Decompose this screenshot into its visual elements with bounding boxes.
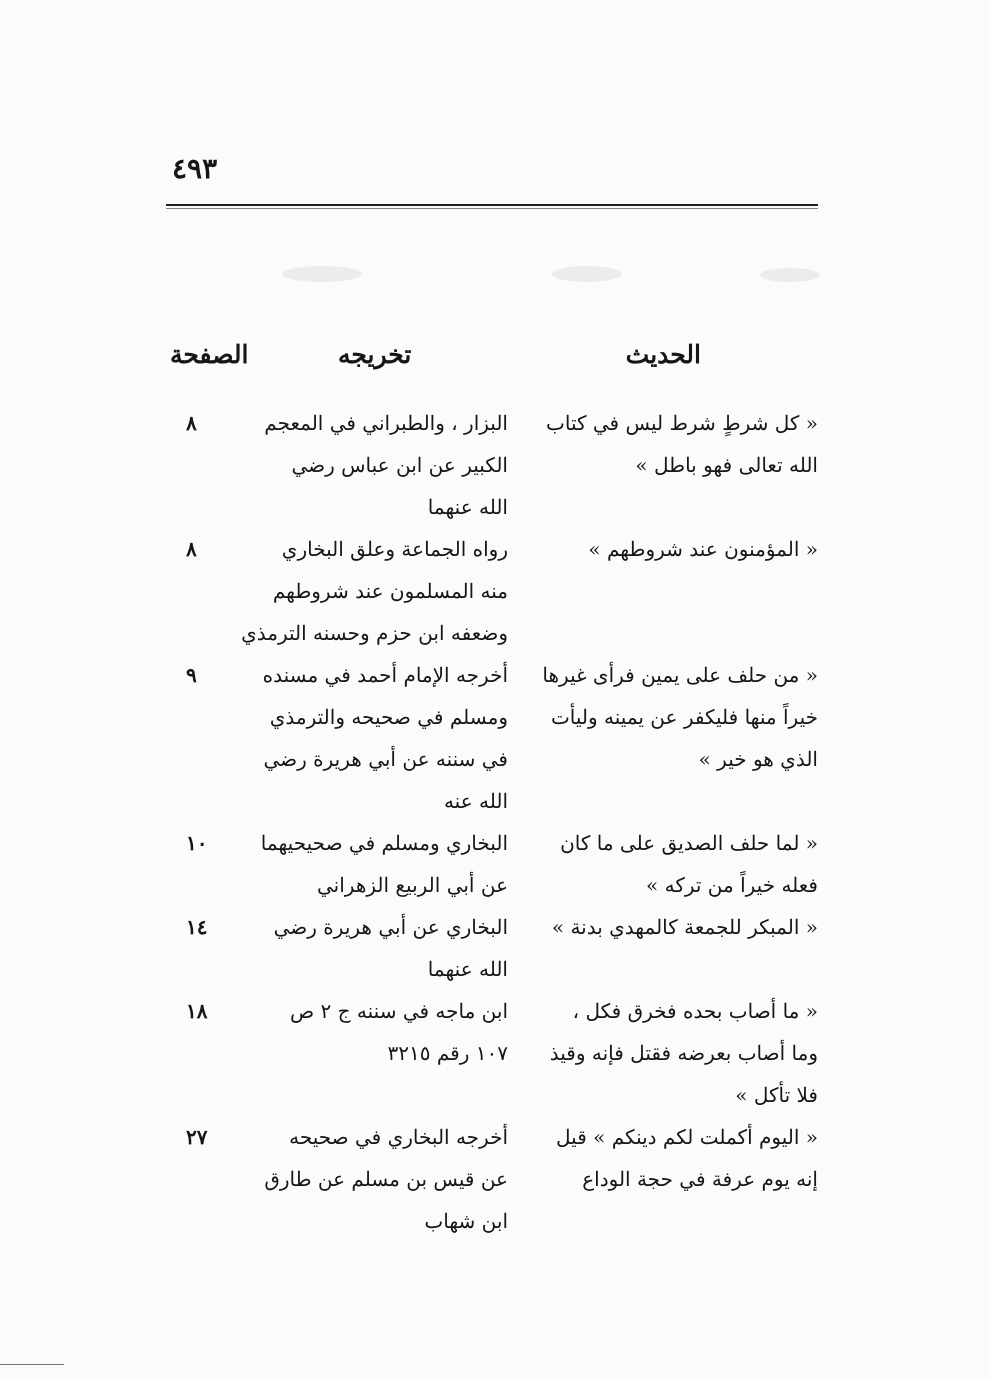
- scan-edge-line: [0, 1364, 64, 1365]
- hadith-text: « لما حلف الصديق على ما كان فعله خيراً من تركه »: [560, 831, 818, 897]
- page-reference: ١٤: [186, 915, 208, 939]
- table-row: [162, 906, 818, 990]
- takhrij-text: البخاري ومسلم في صحيحيهما عن أبي الربيع الزهراني: [260, 831, 508, 897]
- takhrij-text: رواه الجماعة وعلق البخاري منه المسلمون عند شروطهم وضعفه ابن حزم وحسنه الترمذي: [241, 537, 508, 645]
- table-row: [162, 822, 818, 906]
- column-header-page: الصفحة: [170, 340, 249, 369]
- hadith-text: « المبكر للجمعة كالمهدي بدنة »: [551, 915, 818, 939]
- column-header-hadith: الحديث: [625, 340, 701, 369]
- table-row: [162, 1116, 818, 1242]
- header-rule: [166, 204, 818, 206]
- table-row: [162, 528, 818, 654]
- page-number: ٤٩٣: [172, 152, 218, 185]
- table-row: [162, 990, 818, 1116]
- scan-smudge: [552, 266, 622, 282]
- scan-smudge: [282, 266, 362, 282]
- hadith-text: « اليوم أكملت لكم دينكم » قيل إنه يوم عرفة في حجة الوداع: [556, 1125, 818, 1191]
- takhrij-text: أخرجه البخاري في صحيحه عن قيس بن مسلم عن طارق ابن شهاب: [264, 1125, 508, 1233]
- hadith-text: « من حلف على يمين فرأى غيرها خيراً منها فليكفر عن يمينه وليأت الذي هو خير »: [542, 663, 818, 771]
- scan-smudge: [760, 268, 820, 282]
- page-reference: ٨: [186, 537, 197, 561]
- hadith-text: « ما أصاب بحده فخرق فكل ، وما أصاب بعرضه فقتل فإنه وقيذ فلا تأكل »: [549, 999, 818, 1107]
- hadith-index-table: [162, 402, 818, 1242]
- page-reference: ١٠: [186, 831, 208, 855]
- page-reference: ٩: [186, 663, 197, 687]
- page-reference: ١٨: [186, 999, 208, 1023]
- takhrij-text: البزار ، والطبراني في المعجم الكبير عن ابن عباس رضي الله عنهما: [264, 411, 508, 519]
- takhrij-text: ابن ماجه في سننه ج ٢ ص ١٠٧ رقم ٣٢١٥: [289, 999, 508, 1065]
- page-reference: ٢٧: [186, 1125, 208, 1149]
- page-reference: ٨: [186, 411, 197, 435]
- hadith-text: « المؤمنون عند شروطهم »: [588, 537, 818, 561]
- takhrij-text: البخاري عن أبي هريرة رضي الله عنهما: [273, 915, 508, 981]
- column-header-takhrij: تخريجه: [338, 340, 412, 369]
- table-row: [162, 654, 818, 822]
- table-row: [162, 402, 818, 528]
- header-rule-thin: [166, 208, 818, 209]
- takhrij-text: أخرجه الإمام أحمد في مسنده ومسلم في صحيحه والترمذي في سننه عن أبي هريرة رضي الله عنه: [262, 663, 508, 813]
- hadith-text: « كل شرطٍ شرط ليس في كتاب الله تعالى فهو باطل »: [546, 411, 818, 477]
